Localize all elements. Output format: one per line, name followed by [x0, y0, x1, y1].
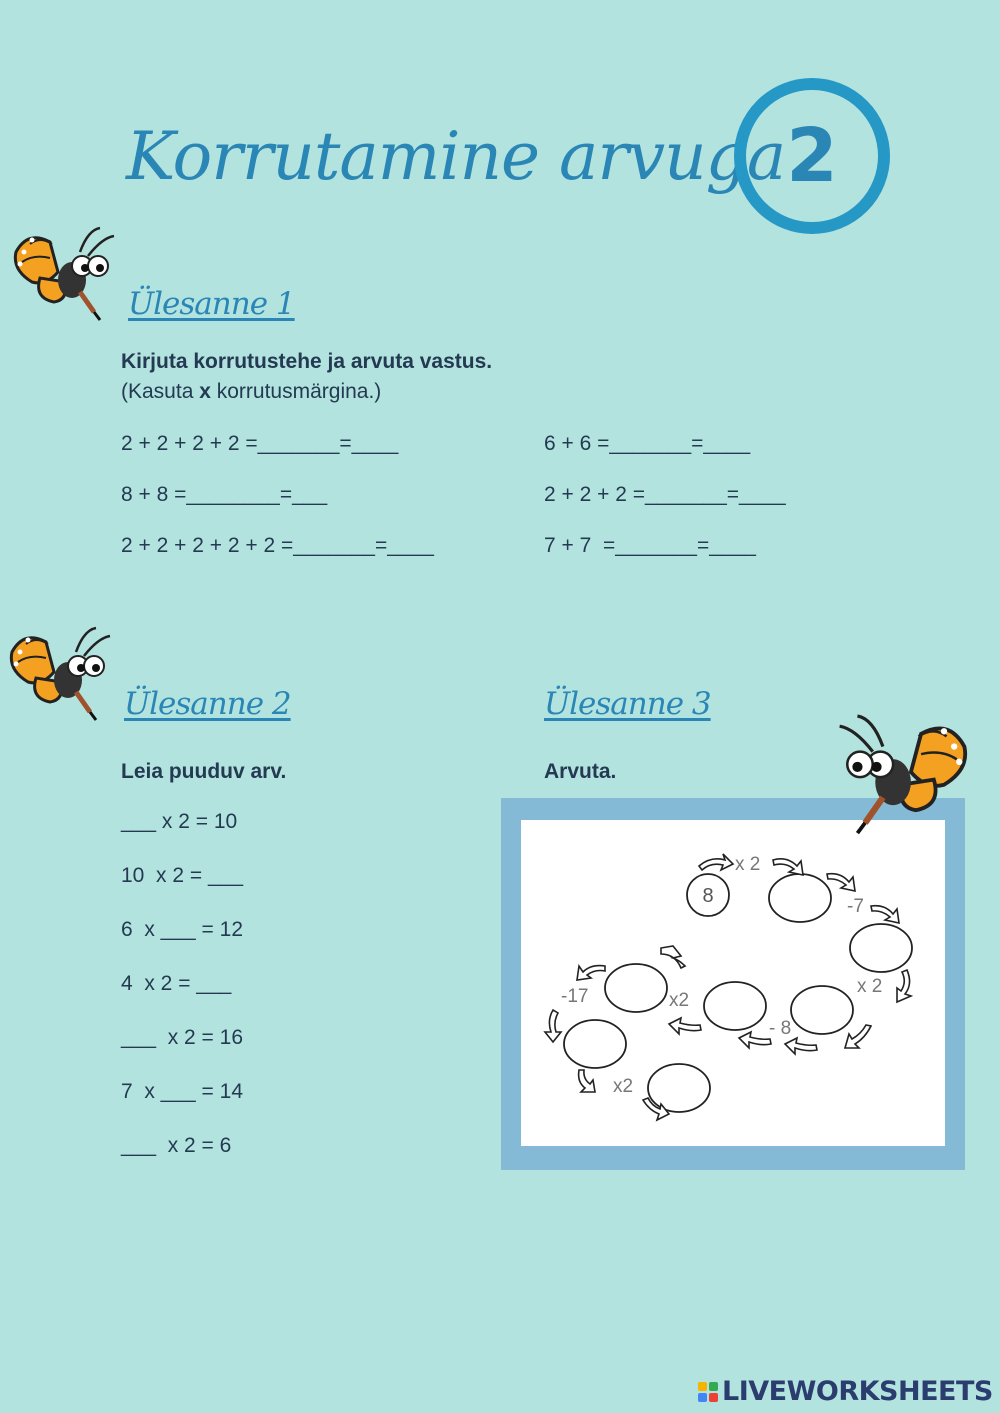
liveworksheets-logo — [698, 1376, 993, 1407]
diagram-panel — [521, 820, 945, 1146]
operation-label: - 8 — [769, 1018, 792, 1039]
operation-label: x2 — [613, 1076, 634, 1097]
task2-exercise[interactable]: 7 x ___ = 14 — [121, 1080, 244, 1103]
task2-exercise[interactable]: 6 x ___ = 12 — [121, 918, 244, 941]
butterfly-icon — [10, 222, 120, 322]
answer-circle — [769, 874, 831, 922]
task1-exercise[interactable]: 2 + 2 + 2 =_______=____ — [544, 483, 786, 506]
task2-heading: Ülesanne 2 — [124, 686, 291, 722]
answer-circle — [605, 964, 667, 1012]
task1-note-before: (Kasuta — [121, 380, 200, 403]
task2-exercise[interactable]: 4 x 2 = ___ — [121, 972, 232, 995]
operation-label: x 2 — [735, 854, 761, 875]
task2-exercise[interactable]: ___ x 2 = 10 — [121, 810, 238, 833]
answer-circle — [704, 982, 766, 1030]
task1-exercise[interactable]: 6 + 6 =_______=____ — [544, 432, 751, 455]
calculation-chain-diagram — [521, 820, 945, 1146]
operation-label: x 2 — [857, 976, 883, 997]
task2-instruction: Leia puuduv arv. — [121, 760, 287, 783]
title-number-badge: 2 — [734, 78, 890, 234]
logo-text: LIVEWORKSHEETS — [722, 1376, 993, 1407]
operation-label: -7 — [847, 896, 864, 917]
butterfly-icon — [832, 708, 972, 836]
answer-circle — [850, 924, 912, 972]
task1-note-after: korrutusmärgina.) — [210, 380, 382, 403]
task1-exercise[interactable]: 2 + 2 + 2 + 2 =_______=____ — [121, 432, 399, 455]
task1-instruction: Kirjuta korrutustehe ja arvuta vastus. — [121, 350, 493, 373]
task2-exercise[interactable]: ___ x 2 = 6 — [121, 1134, 232, 1157]
task3-heading: Ülesanne 3 — [544, 686, 711, 722]
task3-instruction: Arvuta. — [544, 760, 617, 783]
diagram-frame — [501, 798, 965, 1170]
task1-exercise[interactable]: 2 + 2 + 2 + 2 + 2 =_______=____ — [121, 534, 434, 557]
answer-circle — [564, 1020, 626, 1068]
page-title: Korrutamine arvuga — [126, 118, 786, 195]
butterfly-icon — [6, 622, 116, 722]
task1-heading: Ülesanne 1 — [128, 286, 295, 322]
answer-circle — [648, 1064, 710, 1112]
operation-label: -17 — [561, 986, 589, 1007]
task2-exercise[interactable]: 10 x 2 = ___ — [121, 864, 244, 887]
task1-exercise[interactable]: 8 + 8 =________=___ — [121, 483, 328, 506]
operation-label: x2 — [669, 990, 690, 1011]
task1-note-bold: x — [199, 380, 211, 403]
answer-circle — [791, 986, 853, 1034]
start-value: 8 — [702, 885, 714, 907]
task1-exercise[interactable]: 7 + 7 =_______=____ — [544, 534, 756, 557]
logo-icon — [698, 1382, 718, 1402]
task2-exercise[interactable]: ___ x 2 = 16 — [121, 1026, 244, 1049]
task1-note — [121, 380, 381, 404]
